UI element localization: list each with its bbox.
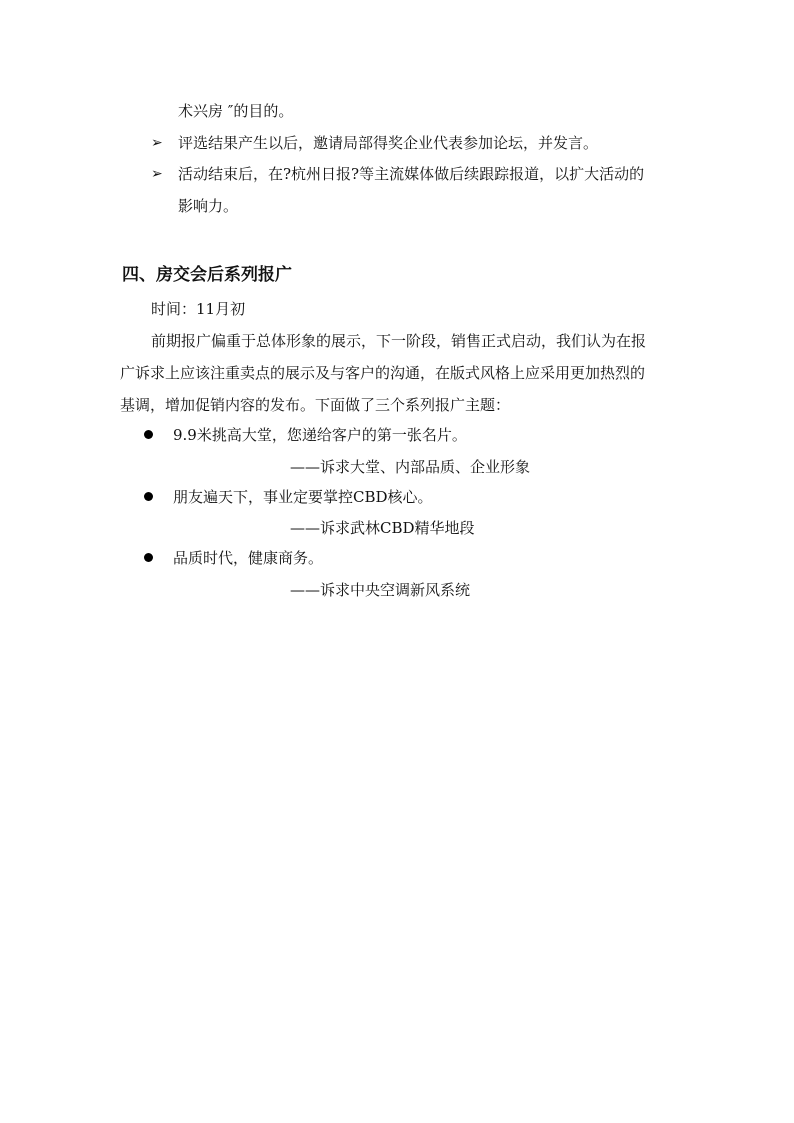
paragraph-line: 广诉求上应该注重卖点的展示及与客户的沟通，在版式风格上应采用更加热烈的 [120, 364, 646, 382]
bullet-text-continued: 影响力。 [178, 197, 239, 215]
bullet-text: 评选结果产生以后，邀请局部得奖企业代表参加论坛，并发言。 [178, 134, 599, 152]
theme-appeal: ——诉求武林CBD精华地段 [290, 519, 475, 537]
theme-appeal: ——诉求中央空调新风系统 [290, 581, 471, 599]
bullet-dot-icon [144, 430, 153, 439]
section-heading: 四、房交会后系列报广 [122, 265, 292, 285]
time-line: 时间：11月初 [151, 300, 246, 318]
arrow-bullet-icon: ➢ [151, 166, 163, 182]
theme-title: 9.9米挑高大堂，您递给客户的第一张名片。 [173, 426, 467, 444]
bullet-text: 活动结束后，在?杭州日报?等主流媒体做后续跟踪报道，以扩大活动的 [178, 165, 645, 183]
paragraph-line: 基调，增加促销内容的发布。下面做了三个系列报广主题： [120, 396, 511, 414]
theme-title: 朋友遍天下，事业定要掌控CBD核心。 [173, 488, 433, 506]
paragraph-line: 前期报广偏重于总体形象的展示，下一阶段，销售正式启动，我们认为在报 [151, 332, 647, 350]
arrow-bullet-icon: ➢ [151, 135, 163, 151]
theme-appeal: ——诉求大堂、内部品质、企业形象 [290, 458, 531, 476]
bullet-dot-icon [144, 553, 153, 562]
theme-title: 品质时代，健康商务。 [173, 549, 324, 567]
bullet-dot-icon [144, 492, 153, 501]
continuation-line: 术兴房 ″的目的。 [178, 102, 294, 120]
